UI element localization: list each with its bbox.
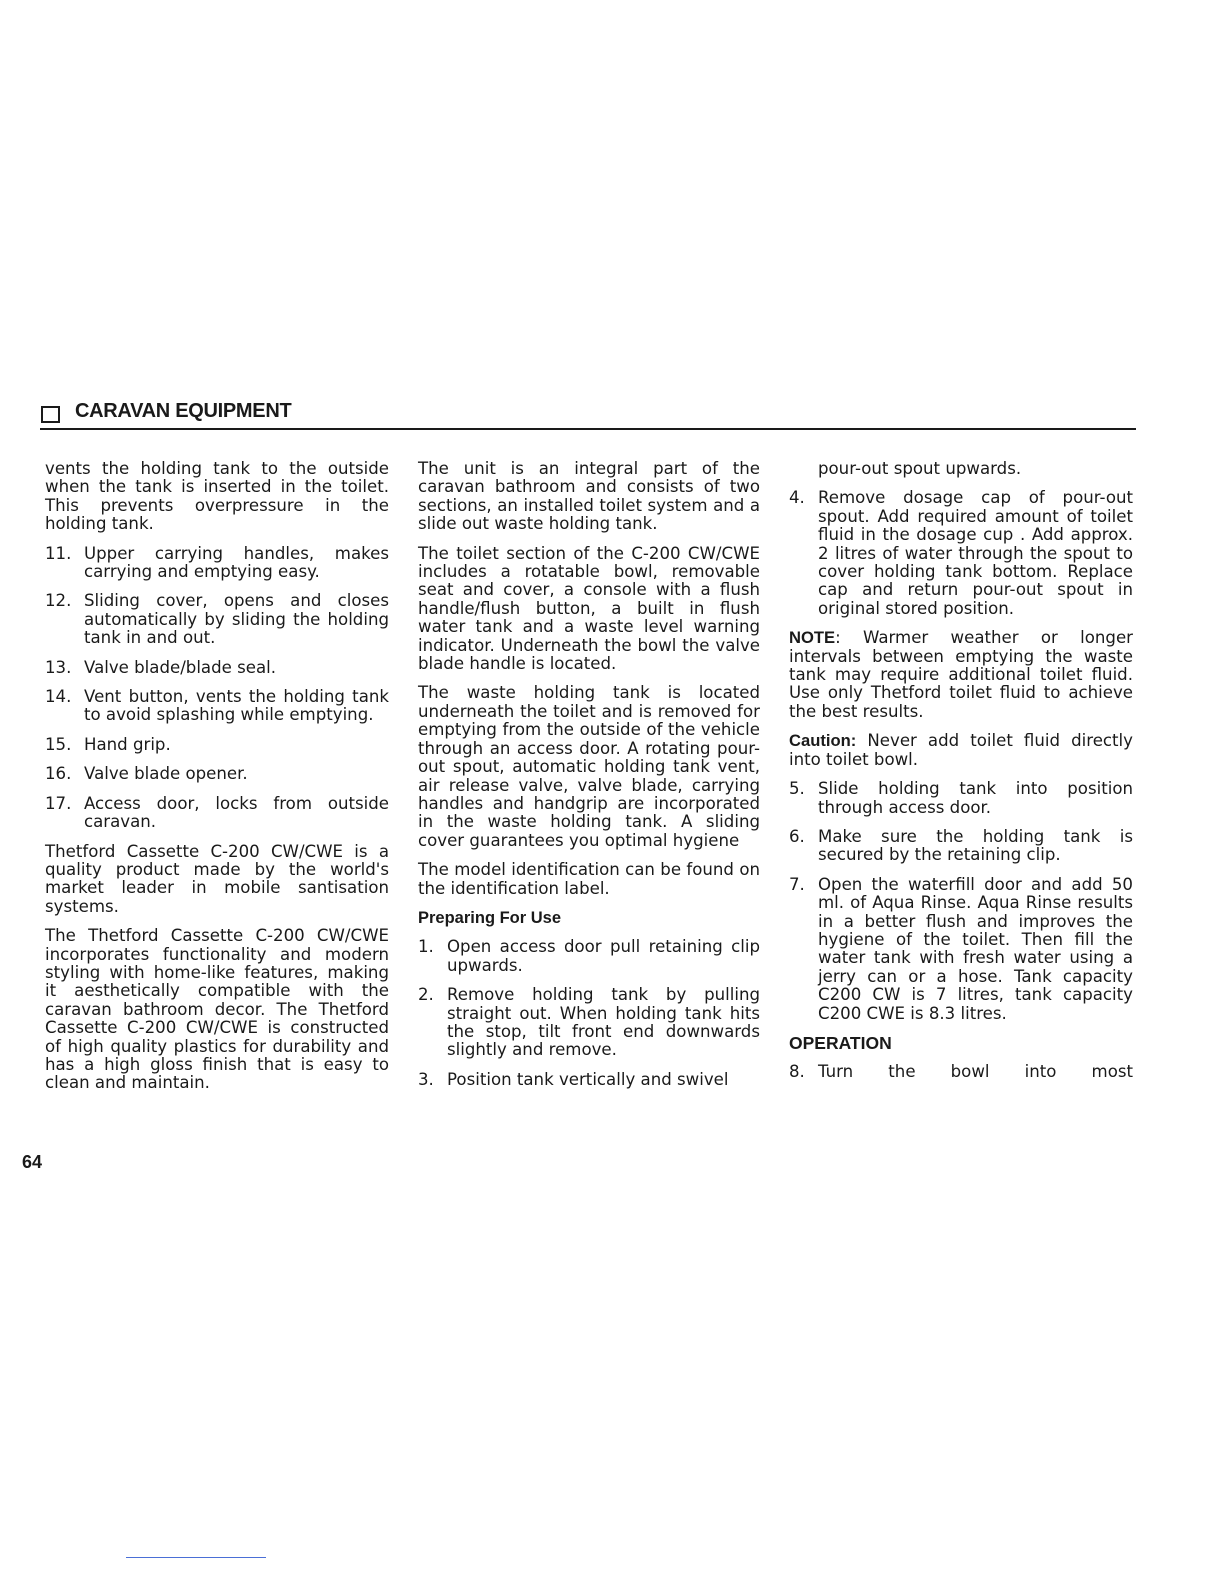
caution-text: Never add toilet fluid directly into toilet bowl. [789, 731, 1133, 769]
list-item [418, 938, 760, 975]
list-item [45, 795, 389, 832]
note-text: : Warmer weather or longer intervals between emptying the waste tank may require additional toilet fluid. Use only Thetford toilet fluid to achieve the best results. [789, 628, 1133, 721]
left-intro-text: vents the holding tank to the outside when the tank is inserted in the toilet. This prevents overpressure in the holding tank. [45, 459, 389, 534]
item-number: 2. [418, 985, 434, 1005]
middle-column [418, 460, 760, 1100]
list-item [789, 876, 1133, 1023]
item-text: Valve blade opener. [84, 764, 248, 784]
item-text: Vent button, vents the holding tank to avoid splashing while emptying. [84, 687, 389, 725]
body-paragraph: The toilet section of the C-200 CW/CWE includes a rotatable bowl, removable seat and cover, a console with a flush handle/flush button, a built in flush water tank and a waste level warning indicator. Underneath the bowl the valve blade handle is located. [418, 543, 760, 674]
body-paragraph: The Thetford Cassette C-200 CW/CWE incorporates functionality and modern styling with home-like features, making it aesthetically compatible with the caravan bathroom decor. The Thetford Cassette C-200 CW/CWE is constructed of high quality plastics for durability and has a high gloss finish that is easy to clean and maintain. [45, 926, 389, 1093]
caution-paragraph [789, 732, 1133, 769]
item-number: 5. [789, 779, 805, 799]
item-number: 12. [45, 591, 72, 611]
item-text: Make sure the holding tank is secured by the retaining clip. [818, 826, 1133, 865]
right-column [789, 460, 1133, 1093]
item-text: Position tank vertically and swivel [447, 1069, 729, 1089]
page-number: 64 [22, 1152, 43, 1172]
word: into [1024, 1062, 1057, 1082]
list-item [789, 1063, 1133, 1081]
item-number: 4. [789, 488, 805, 508]
item-number: 17. [45, 793, 72, 813]
list-item [418, 986, 760, 1060]
item-text: Valve blade/blade seal. [84, 657, 277, 677]
caution-label: Caution: [789, 731, 857, 751]
list-item [45, 592, 389, 647]
word: bowl [950, 1062, 990, 1082]
left-column [45, 460, 389, 1104]
body-paragraph: The unit is an integral part of the caravan bathroom and consists of two sections, an installed toilet system and a slide out waste holding tank. [418, 459, 760, 534]
continuation-text: pour-out spout upwards. [818, 459, 1022, 478]
item-text: Open access door pull retaining clip upwards. [447, 937, 760, 975]
section-title: CARAVAN EQUIPMENT [75, 400, 292, 422]
list-item [789, 489, 1133, 618]
list-item [418, 1071, 760, 1089]
item-number: 7. [789, 874, 805, 894]
item-number: 3. [418, 1069, 434, 1089]
item-text: Access door, locks from outside caravan. [84, 793, 389, 832]
item-number: 15. [45, 734, 72, 754]
item-number: 13. [45, 657, 72, 677]
note-paragraph [789, 629, 1133, 721]
word: the [888, 1062, 916, 1082]
list-item [789, 828, 1133, 865]
item-text: Upper carrying handles, makes carrying and emptying easy. [84, 543, 389, 582]
item-text [818, 1063, 1133, 1081]
item-text: Open the waterfill door and add 50 ml. of Aqua Rinse. Aqua Rinse results in a better flush and improves the hygiene of the toilet. Then fill the water tank with fresh water using a jerry can or a hose. Tank capacity C200 CW is 7 litres, tank capacity C200 CWE is 8.3 litres. [818, 874, 1133, 1023]
item-text: Remove holding tank by pulling straight out. When holding tank hits the stop, tilt front end downwards slightly and remove. [447, 985, 760, 1060]
item-text: Sliding cover, opens and closes automatically by sliding the holding tank in and out. [84, 591, 389, 648]
body-paragraph: The waste holding tank is located underneath the toilet and is removed for emptying from the outside of the vehicle through an access door. A rotating pour-out spout, automatic holding tank vent, air release valve, valve blade, carrying handles and handgrip are incorporated in the waste holding tank. A sliding cover guarantees you optimal hygiene [418, 683, 760, 850]
word: Turn [818, 1062, 854, 1082]
list-item [45, 545, 389, 582]
item-number: 1. [418, 937, 434, 957]
list-item [45, 659, 389, 677]
section-marker-icon [41, 406, 60, 423]
item-number: 11. [45, 543, 72, 563]
operation-heading: OPERATION [789, 1032, 892, 1053]
list-item [45, 688, 389, 725]
body-paragraph: Thetford Cassette C-200 CW/CWE is a quality product made by the world's market leader in mobile santisation systems. [45, 841, 389, 916]
subheading-preparing: Preparing For Use [418, 908, 562, 927]
item-number: 8. [789, 1062, 805, 1082]
item-text: Hand grip. [84, 734, 171, 754]
list-item [45, 765, 389, 783]
list-item [45, 736, 389, 754]
bottom-divider [126, 1557, 266, 1558]
note-label: NOTE [789, 628, 836, 648]
list-item [789, 780, 1133, 817]
item-number: 14. [45, 687, 72, 707]
item-number: 6. [789, 826, 805, 846]
item-text: Slide holding tank into position through access door. [818, 779, 1133, 817]
body-paragraph: The model identification can be found on the identification label. [418, 860, 760, 898]
word: most [1091, 1062, 1133, 1082]
item-number: 16. [45, 764, 72, 784]
item-text: Remove dosage cap of pour-out spout. Add required amount of toilet fluid in the dosage cup . Add approx. 2 litres of water through the spout to cover holding tank bottom. Replace cap and return pour-out spout in original stored position. [818, 488, 1133, 618]
section-header [40, 398, 1136, 430]
